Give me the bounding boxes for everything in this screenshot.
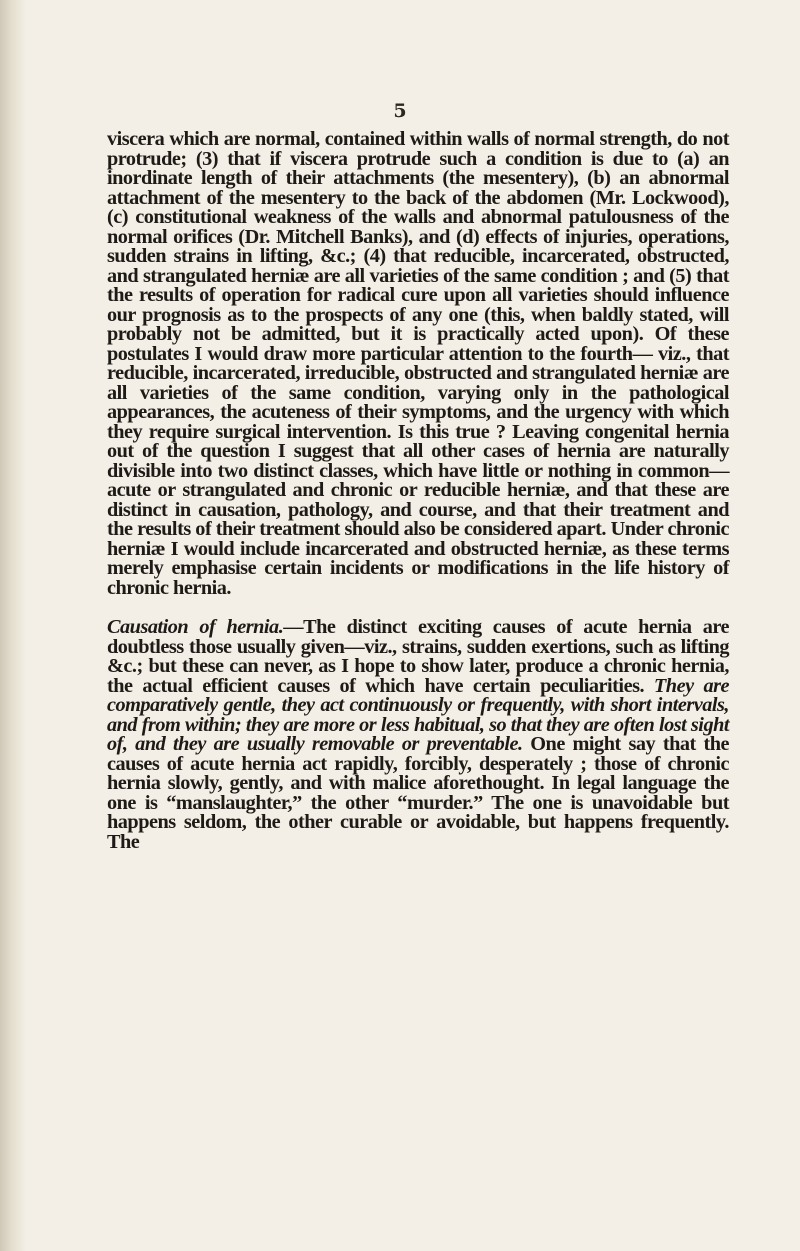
causation-text-italic: They are comparatively gentle, they act continuously or frequently, with short intervals, and from within; they are more or less habitual, so that they are often lost sight of, and they are usually removable or preventable. <box>107 674 729 755</box>
body-text <box>107 130 729 852</box>
section-heading-causation: Causation of hernia. <box>107 616 284 638</box>
page-number: 5 <box>393 100 407 122</box>
paragraph-causation <box>107 618 729 852</box>
causation-text-part-2: One might say that the causes of acute hernia act rapidly, forcibly, desperately ; those of chronic hernia slowly, gently, and with malice aforethought. In legal language the one is “manslaughter,” the other “murder.” The one is unavoidable but happens seldom, the other curable or avoidable, but happens frequently. The <box>107 733 730 853</box>
page-gutter-shadow <box>0 0 26 1251</box>
paragraph-postulates: viscera which are normal, contained within walls of normal strength, do not protrude; (3) that if viscera protrude such a condition is due to (a) an inordinate length of their attachments (the mesentery), (b) an abnormal attachment of the mesentery to the back of the abdomen (Mr. Lockwood), (c) constitutional weakness of the walls and abnormal patulousness of the normal orifices (Dr. Mitchell Banks), and (d) effects of injuries, operations, sudden strains in lifting, &c.; (4) that reducible, incarcerated, obstructed, and strangulated herniæ are all varieties of the same condition ; and (5) that the results of operation for radical cure upon all varieties should influence our prognosis as to the prospects of any one (this, when baldly stated, will probably not be admitted, but it is practically acted upon). Of these postulates I would draw more particular attention to the fourth— viz., that reducible, incarcerated, irreducible, obstructed and strangulated herniæ are all varieties of the same condition, varying only in the pathological appearances, the acuteness of their symptoms, and the urgency with which they require surgical intervention. Is this true ? Leaving congenital hernia out of the question I suggest that all other cases of hernia are naturally divisible into two distinct classes, which have little or nothing in common—acute or strangulated and chronic or reducible herniæ, and that these are distinct in causation, pathology, and course, and that their treatment and the results of their treatment should also be considered apart. Under chronic herniæ I would include incarcerated and obstructed herniæ, as these terms merely emphasise certain incidents or modifications in the life history of chronic hernia. <box>107 128 729 599</box>
causation-text-part-1: —The distinct exciting causes of acute hernia are doubtless those usually given—viz., strains, sudden exertions, such as lifting &c.; but these can never, as I hope to show later, produce a chronic hernia, the actual efficient causes of which have certain peculiarities. <box>107 616 730 697</box>
